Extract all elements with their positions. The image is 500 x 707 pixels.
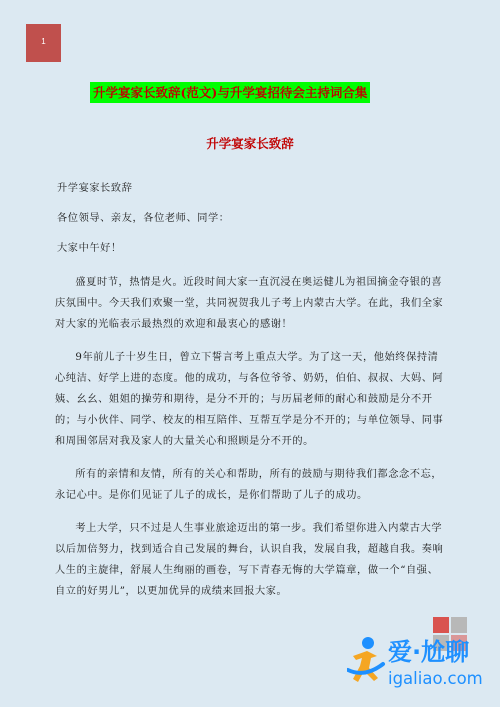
watermark-brand-text: 爱·尬聊 — [388, 638, 470, 666]
document-title: 升学宴家长致辞(范文)与升学宴招待会主持词合集 — [90, 82, 370, 103]
paragraph-salutation: 各位领导、亲友，各位老师、同学： — [57, 213, 230, 224]
paragraph-body: 考上大学，只不过是人生事业旅途迈出的第一步。我们希望你进入内蒙古大学以后加倍努力，找到适合自己发展的舞台，认识自我，发展自我，超越自我。奏响人生的主旋律，舒展人生绚丽的画卷，写下青春无悔的大学篇章，做一个“自强、自立的好男儿”，以更加优异的成绩来回报大家。 — [55, 523, 444, 597]
paragraph-body: 所有的亲情和友情，所有的关心和帮助，所有的鼓励与期待我们都念念不忘，永记心中。是你们见证了儿子的成长，是你们帮助了儿子的成功。 — [55, 469, 443, 501]
watermark-url-text: igaliao.com — [388, 669, 483, 688]
paragraph-body: 9年前儿子十岁生日，曾立下誓言考上重点大学。为了这一天，他始终保持清心纯洁、好学上进的态度。他的成功，与各位爷爷、奶奶，伯伯、叔叔、大妈、阿姨、幺幺、姐姐的操劳和期待，是分不开的；与历届老师的耐心和鼓励是分不开的；与小伙伴、同学、校友的相互陪伴、互帮互学是分不开的；与单位领导、同事和周围邻居对我及家人的大量关心和照顾是分不开的。 — [55, 352, 444, 447]
paragraph-body: 盛夏时节，热情是火。近段时间大家一直沉浸在奥运健儿为祖国摘金夺银的喜庆氛围中。今天我们欢聚一堂，共同祝贺我儿子考上内蒙古大学。在此，我们全家对大家的光临表示最热烈的欢迎和最衷心的感谢！ — [55, 277, 444, 330]
paragraph-greeting: 大家中午好！ — [57, 243, 122, 254]
paragraph-heading: 升学宴家长致辞 — [57, 183, 133, 194]
watermark-logo — [347, 632, 497, 692]
document-body — [57, 178, 444, 602]
running-figure-icon — [347, 634, 387, 692]
section-title: 升学宴家长致辞 — [206, 136, 294, 151]
page-number-badge: 1 — [26, 24, 61, 62]
deco-square — [451, 617, 467, 633]
deco-square — [433, 617, 449, 633]
